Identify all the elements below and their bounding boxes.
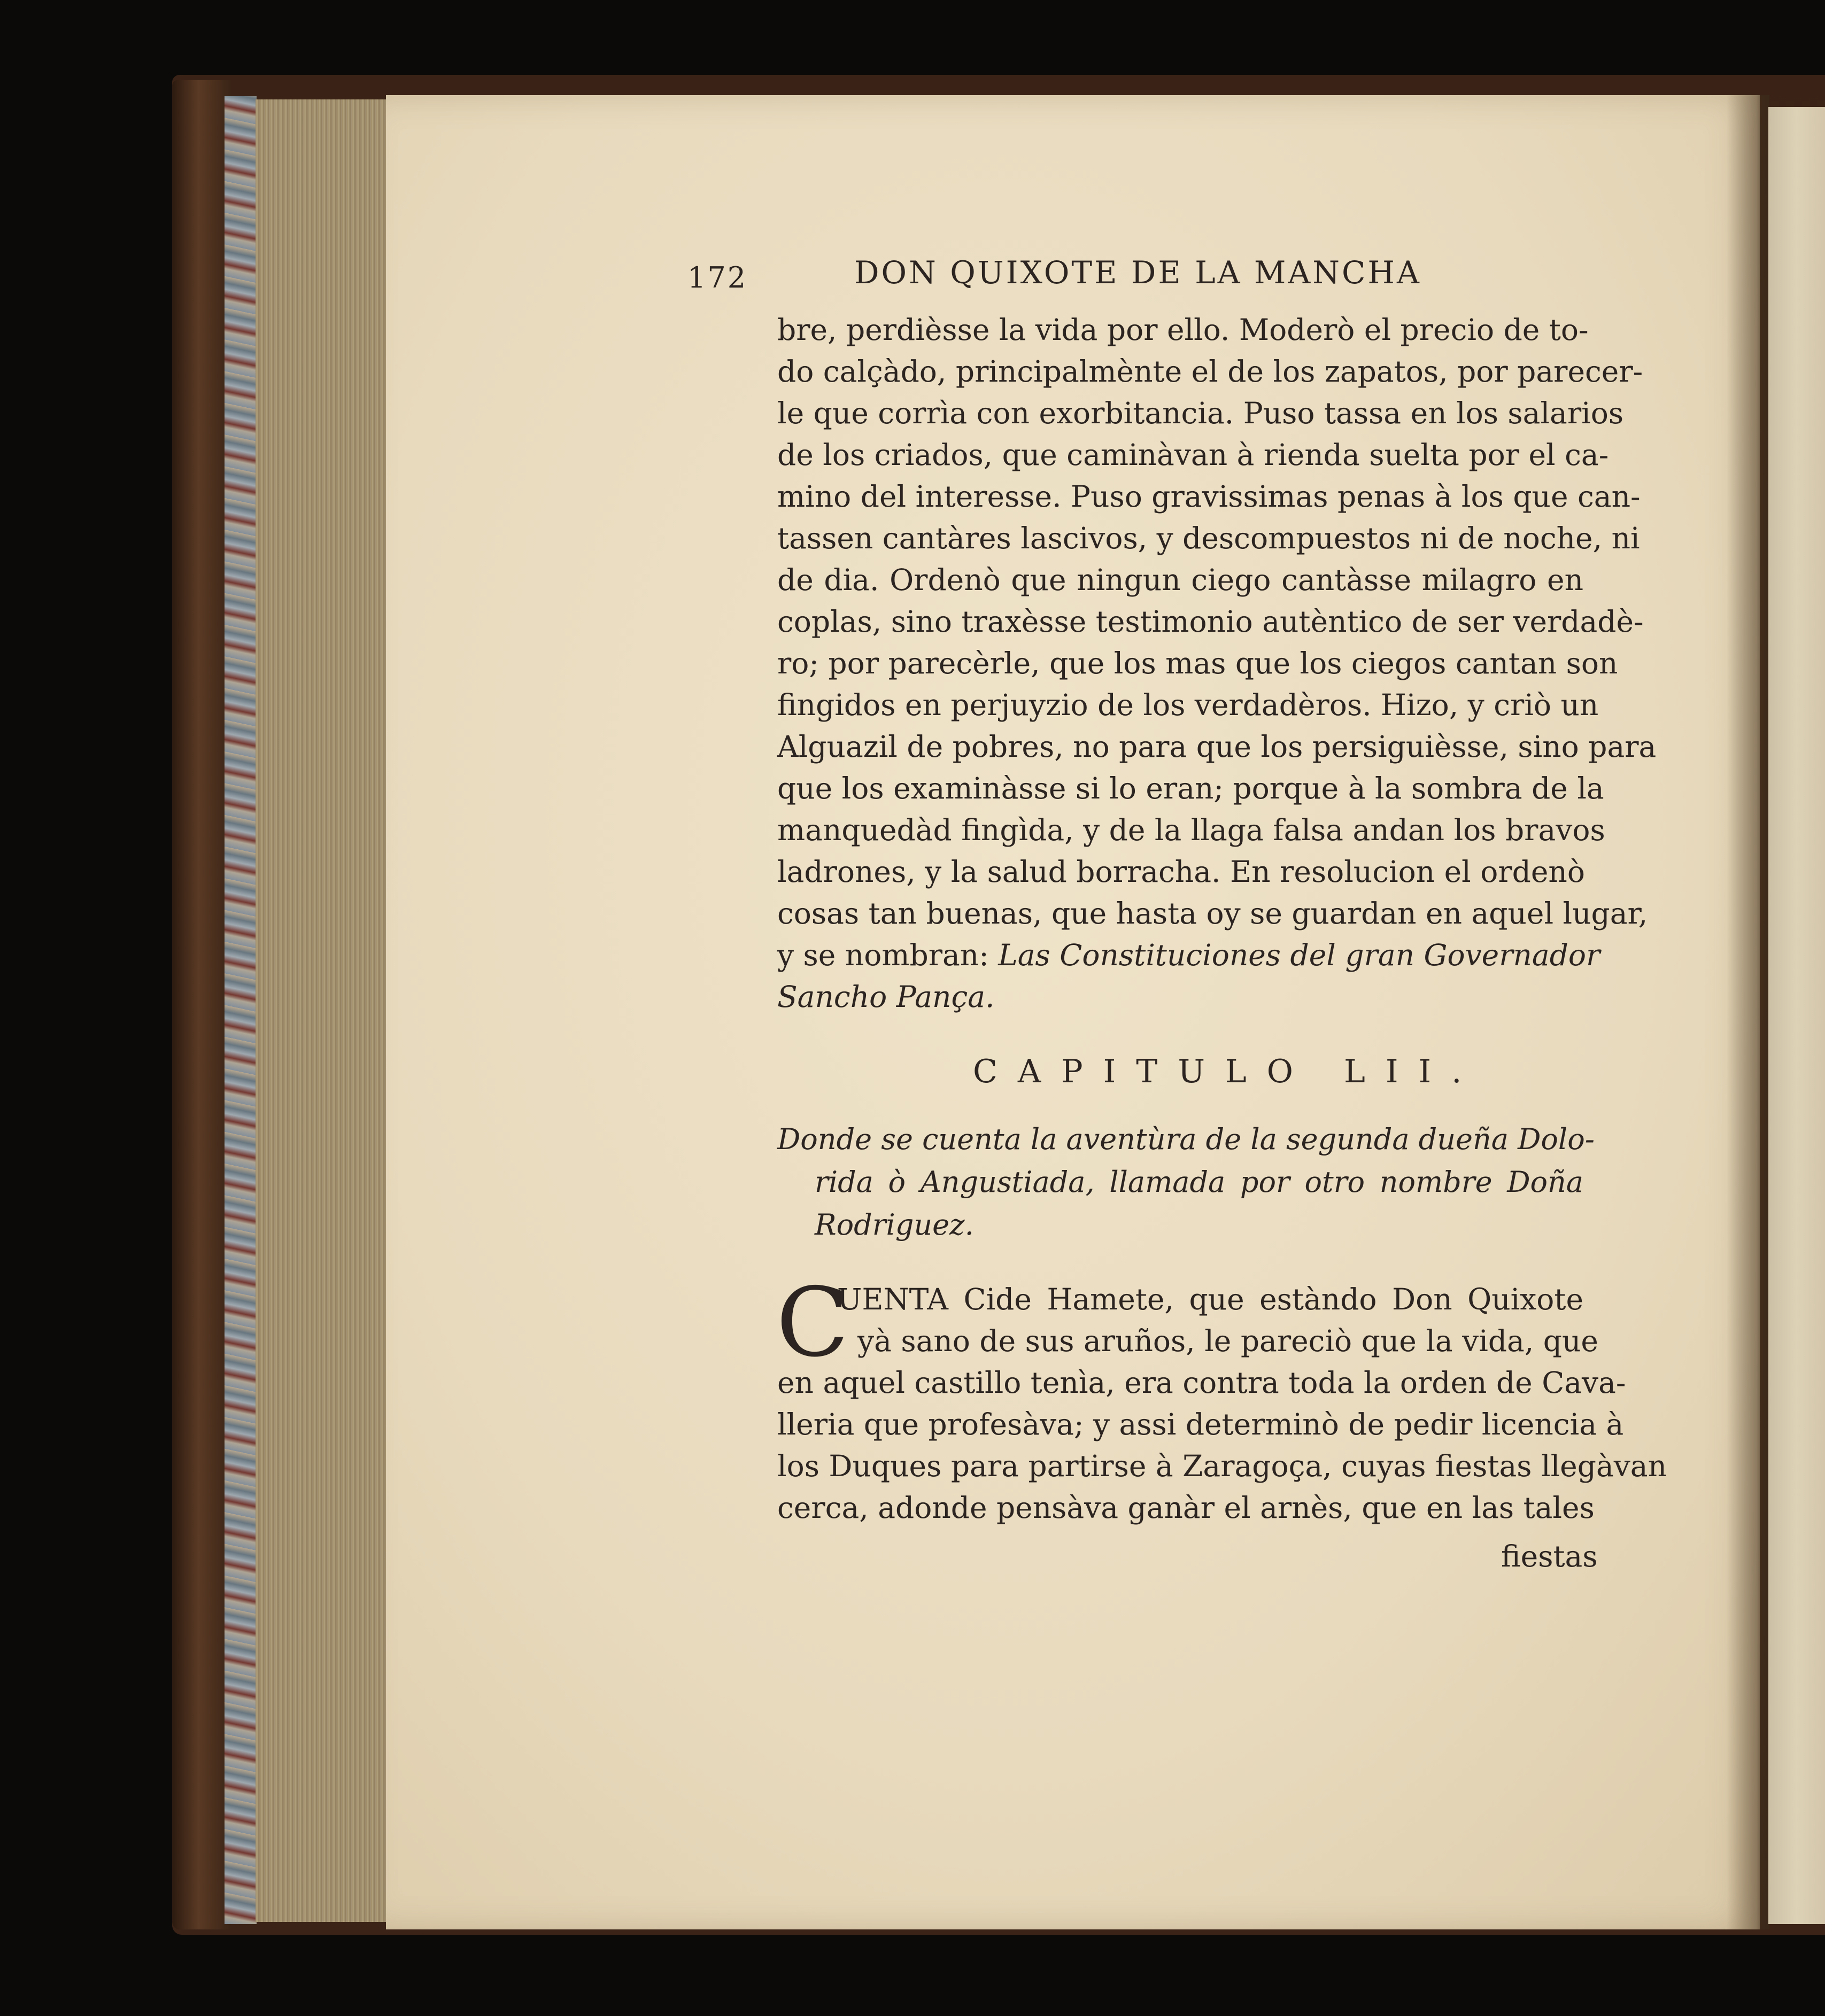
body-line: do calçàdo, principalmènte el de los zapatos, por parecer- xyxy=(777,354,1643,389)
opening-line: en aquel castillo tenìa, era contra toda la orden de Cava- xyxy=(777,1366,1626,1400)
body-line: tassen cantàres lascivos, y descompuestos ni de noche, ni xyxy=(777,521,1640,555)
summary-line: rida ò Angustiada, llamada por otro nombre Doña xyxy=(815,1165,1583,1199)
body-line: manquedàd fingìda, y de la llaga falsa andan los bravos xyxy=(777,813,1605,847)
drop-cap: C xyxy=(776,1267,849,1378)
page-gutter xyxy=(1727,95,1769,1929)
chapter-summary xyxy=(777,1118,1595,1246)
body-line: cosas tan buenas, que hasta oy se guardan en aquel lugar, xyxy=(777,896,1648,931)
body-line: fingidos en perjuyzio de los verdadèros. Hizo, y criò un xyxy=(777,688,1599,722)
body-line: mino del interesse. Puso gravissimas penas à los que can- xyxy=(777,479,1641,514)
body-line: de los criados, que caminàvan à rienda suelta por el ca- xyxy=(777,438,1609,472)
opening-line: cerca, adonde pensàva ganàr el arnès, que en las tales xyxy=(777,1491,1595,1525)
body-line: ladrones, y la salud borracha. En resolucion el ordenò xyxy=(777,855,1585,889)
body-line: coplas, sino traxèsse testimonio autèntico de ser verdadè- xyxy=(777,604,1644,639)
opening-line: yà sano de sus aruños, le pareciò que la vida, que xyxy=(857,1324,1598,1358)
page-number: 172 xyxy=(687,261,748,294)
chapter-title: CAPITULO LII. xyxy=(973,1053,1482,1090)
page-stack-edge xyxy=(256,99,386,1922)
summary-line: Donde se cuenta la aventùra de la segunda dueña Dolo- xyxy=(777,1122,1595,1156)
opening-line: lleria que profesàva; y assi determinò de pedir licencia à xyxy=(777,1407,1624,1441)
constitutions-prefix: y se nombran: xyxy=(777,938,999,972)
summary-line: Rodriguez. xyxy=(815,1208,974,1242)
body-line: que los examinàsse si lo eran; porque à la sombra de la xyxy=(777,771,1604,805)
constitutions-line xyxy=(777,934,1600,976)
opening-line: los Duques para partirse à Zaragoça, cuyas fiestas llegàvan xyxy=(777,1449,1667,1483)
catchword: fiestas xyxy=(1501,1539,1598,1573)
body-line: bre, perdièsse la vida por ello. Moderò el precio de to- xyxy=(777,313,1589,347)
body-line: de dia. Ordenò que ningun ciego cantàsse milagro en xyxy=(777,563,1583,597)
marbled-endpaper xyxy=(225,96,257,1924)
body-line: Alguazil de pobres, no para que los persiguièsse, sino para xyxy=(777,730,1657,764)
body-line: ro; por parecèrle, que los mas que los ciegos cantan son xyxy=(777,646,1618,680)
opening-line: UENTA Cide Hamete, que estàndo Don Quixote xyxy=(837,1282,1583,1316)
constitutions-title-end: Sancho Pança. xyxy=(777,980,995,1014)
book-spine-edge xyxy=(172,80,231,1929)
body-line: le que corrìa con exorbitancia. Puso tassa en los salarios xyxy=(777,396,1624,430)
facing-page-edge xyxy=(1768,107,1825,1924)
running-head: DON QUIXOTE DE LA MANCHA xyxy=(854,254,1421,291)
constitutions-title: Las Constituciones del gran Governador xyxy=(998,938,1600,972)
